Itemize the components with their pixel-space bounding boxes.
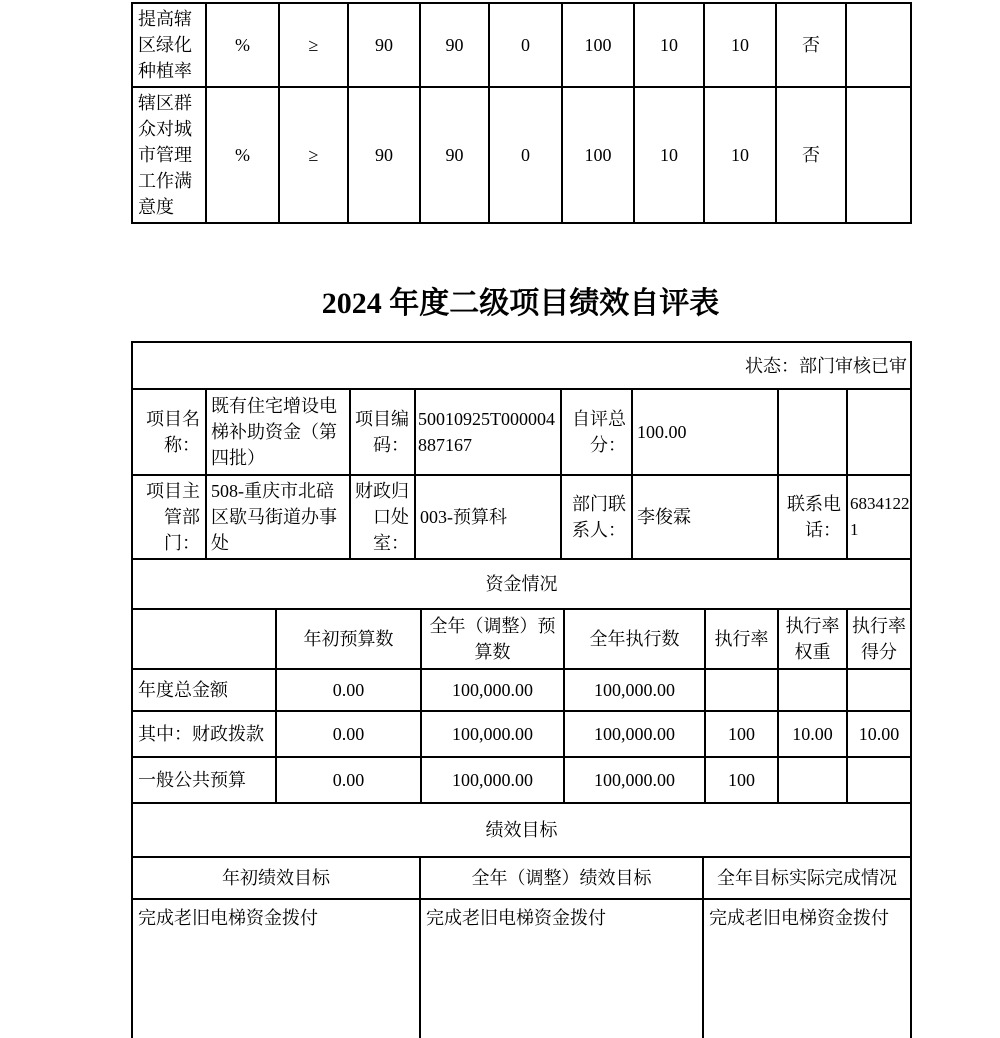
status-badge: 状态：部门审核已审: [132, 342, 911, 389]
adjusted-target-cell: 90: [420, 3, 489, 87]
comparator-cell: ≥: [279, 3, 348, 87]
execution-amount-header: 全年执行数: [564, 609, 705, 669]
target-cell: 90: [348, 3, 420, 87]
initial-goal-header: 年初绩效目标: [132, 857, 420, 899]
comparator-cell: ≥: [279, 87, 348, 223]
funding-table: [131, 558, 912, 804]
initial-budget-cell: 0.00: [276, 669, 421, 711]
actual-completion-cell: 完成老旧电梯资金拨付: [703, 899, 911, 1038]
weight-cell: 10: [634, 87, 704, 223]
completion-rate-cell: 100: [562, 87, 634, 223]
score-cell: 10: [704, 87, 776, 223]
target-cell: 90: [348, 87, 420, 223]
rate-weight-cell: 10.00: [778, 711, 847, 757]
rate-weight-cell: [778, 757, 847, 803]
funding-row-public: [132, 757, 911, 803]
weight-cell: 10: [634, 3, 704, 87]
unit-cell: %: [206, 3, 279, 87]
indicator-table: [131, 2, 912, 224]
rate-score-cell: [847, 669, 911, 711]
project-dept-row: [132, 475, 911, 559]
rate-score-header: 执行率得分: [847, 609, 911, 669]
deviation-cell: 0: [489, 3, 562, 87]
rate-score-cell: [847, 757, 911, 803]
rate-score-cell: 10.00: [847, 711, 911, 757]
execution-amount-cell: 100,000.00: [564, 757, 705, 803]
funding-row-total: [132, 669, 911, 711]
adjusted-goal-header: 全年（调整）绩效目标: [420, 857, 703, 899]
goals-section-row: [132, 803, 911, 857]
contact-label: 部门联系人：: [561, 475, 632, 559]
execution-amount-cell: 100,000.00: [564, 711, 705, 757]
funding-row-fiscal: [132, 711, 911, 757]
self-score-label: 自评总分：: [561, 389, 632, 475]
funding-section-row: [132, 559, 911, 609]
unit-cell: %: [206, 87, 279, 223]
initial-budget-cell: 0.00: [276, 711, 421, 757]
status-row: [132, 342, 911, 389]
empty-header-cell: [132, 609, 276, 669]
goals-table: [131, 802, 912, 1038]
contact-value: 李俊霖: [632, 475, 778, 559]
rate-weight-cell: [778, 669, 847, 711]
indicator-table-section: [131, 2, 912, 224]
project-name-row: [132, 389, 911, 475]
fiscal-office-label: 财政归口处室：: [350, 475, 415, 559]
deduction-flag-cell: 否: [776, 87, 846, 223]
phone-value: 68341221: [847, 475, 911, 559]
dept-value: 508-重庆市北碚区歇马街道办事处: [206, 475, 350, 559]
goals-data-row: [132, 899, 911, 1038]
project-code-label: 项目编码：: [350, 389, 415, 475]
deviation-cell: 0: [489, 87, 562, 223]
score-cell: 10: [704, 3, 776, 87]
page-title: 2024 年度二级项目绩效自评表: [321, 287, 720, 320]
deduction-flag-cell: 否: [776, 3, 846, 87]
project-info-table: [131, 341, 912, 560]
execution-rate-header: 执行率: [705, 609, 778, 669]
row-label-cell: 年度总金额: [132, 669, 276, 711]
actual-completion-header: 全年目标实际完成情况: [703, 857, 911, 899]
adjusted-target-cell: 90: [420, 87, 489, 223]
project-code-value: 50010925T000004887167: [415, 389, 561, 475]
dept-label: 项目主管部门：: [132, 475, 206, 559]
goals-section-title: 绩效目标: [132, 803, 911, 857]
indicator-row: [132, 3, 911, 87]
adjusted-goal-cell: 完成老旧电梯资金拨付: [420, 899, 703, 1038]
adjusted-budget-cell: 100,000.00: [421, 669, 564, 711]
rate-weight-header: 执行率权重: [778, 609, 847, 669]
empty-cell: [846, 3, 911, 87]
phone-label: 联系电话：: [778, 475, 847, 559]
initial-goal-cell: 完成老旧电梯资金拨付: [132, 899, 420, 1038]
execution-amount-cell: 100,000.00: [564, 669, 705, 711]
indicator-row: [132, 87, 911, 223]
row-label-cell: 一般公共预算: [132, 757, 276, 803]
fiscal-office-value: 003-预算科: [415, 475, 561, 559]
indicator-name-cell: 辖区群众对城市管理工作满意度: [132, 87, 206, 223]
empty-cell: [778, 389, 847, 475]
execution-rate-cell: 100: [705, 711, 778, 757]
funding-section-title: 资金情况: [132, 559, 911, 609]
indicator-name-cell: 提高辖区绿化种植率: [132, 3, 206, 87]
initial-budget-cell: 0.00: [276, 757, 421, 803]
adjusted-budget-cell: 100,000.00: [421, 711, 564, 757]
row-label-cell: 其中：财政拨款: [132, 711, 276, 757]
project-name-label: 项目名称：: [132, 389, 206, 475]
project-name-value: 既有住宅增设电梯补助资金（第四批）: [206, 389, 350, 475]
adjusted-budget-cell: 100,000.00: [421, 757, 564, 803]
initial-budget-header: 年初预算数: [276, 609, 421, 669]
adjusted-budget-header: 全年（调整）预算数: [421, 609, 564, 669]
self-evaluation-table-section: [131, 341, 912, 1038]
goals-header-row: [132, 857, 911, 899]
funding-header-row: [132, 609, 911, 669]
execution-rate-cell: [705, 669, 778, 711]
empty-cell: [846, 87, 911, 223]
self-score-value: 100.00: [632, 389, 778, 475]
execution-rate-cell: 100: [705, 757, 778, 803]
completion-rate-cell: 100: [562, 3, 634, 87]
empty-cell: [847, 389, 911, 475]
